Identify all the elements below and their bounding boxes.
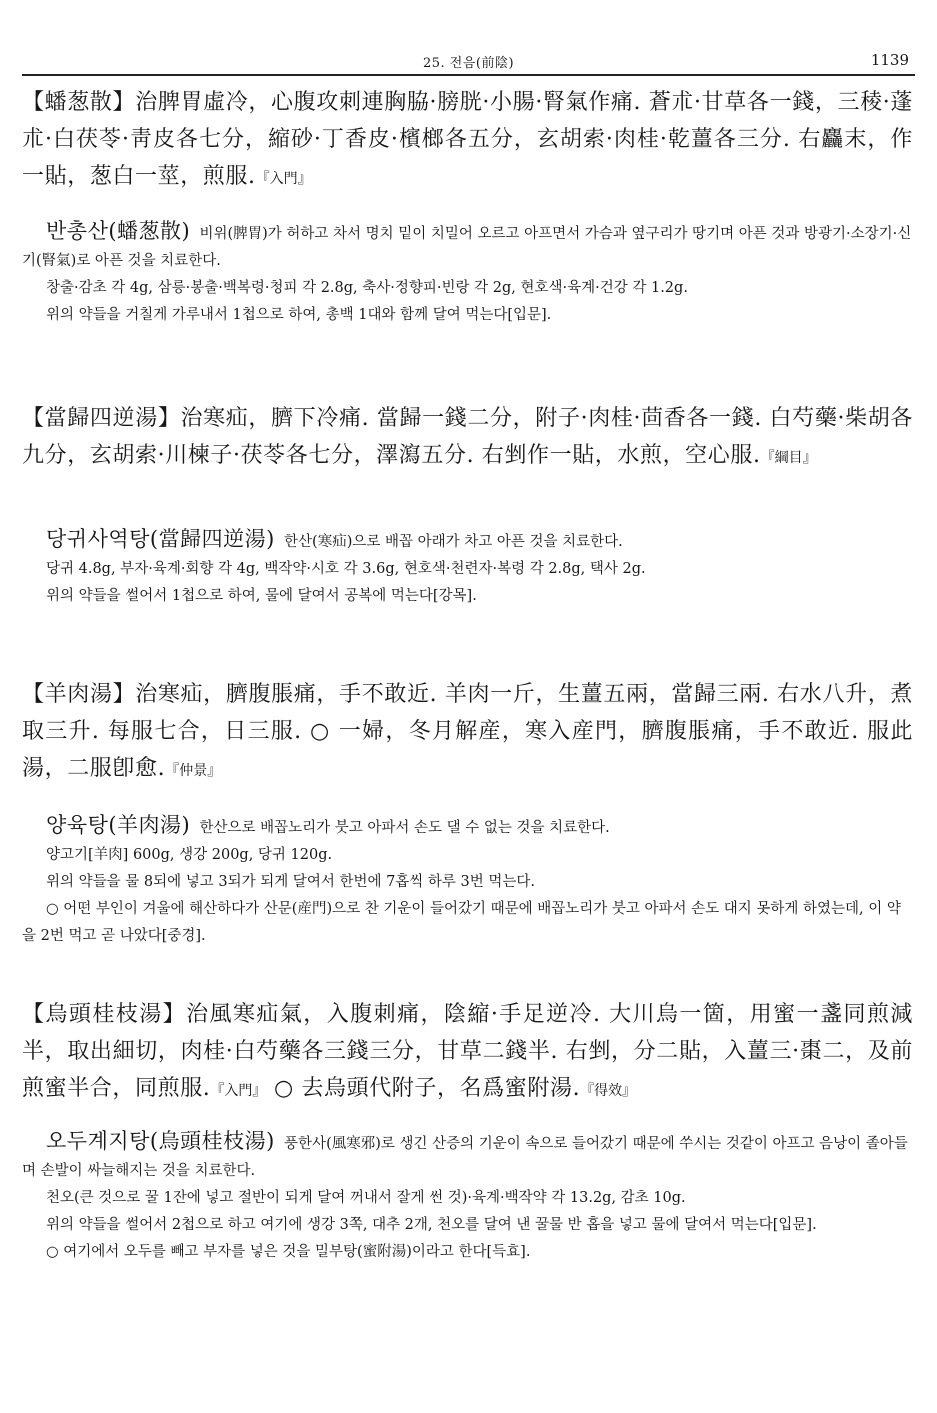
prescription-title: 당귀사역탕(當歸四逆湯) [46, 527, 275, 551]
prescription-description: 한산으로 배꼽노리가 붓고 아파서 손도 댈 수 없는 것을 치료한다. [199, 820, 610, 836]
prescription-title: 반총산(蟠葱散) [46, 219, 191, 243]
classical-text: 【烏頭桂枝湯】治風寒疝氣，入腹刺痛，陰縮·手足逆冷. 大川烏一箇，用蜜一盞同煎減半，取出細切，肉桂·白芍藥各三錢三分，甘草二錢半. 右剉，分二貼，入薑三·棗二，及前煎蜜半合，同煎服. [22, 1002, 913, 1101]
classical-source: 『入門』 [255, 171, 312, 187]
classical-text-block [22, 400, 913, 477]
classical-text-variant: ○ 去烏頭代附子，名爲蜜附湯. [274, 1076, 581, 1101]
preparation-method: 위의 약들을 썰어서 1첩으로 하여, 물에 달여서 공복에 먹는다[강목]. [46, 588, 477, 604]
ingredient-list: 당귀 4.8g, 부자·육계·회향 각 4g, 백작약·시호 각 3.6g, 현호색·천련자·복령 각 2.8g, 택사 2g. [46, 561, 646, 577]
ingredient-list: 양고기[羊肉] 600g, 생강 200g, 당귀 120g. [46, 847, 333, 863]
classical-text-block [22, 996, 913, 1110]
running-header [22, 50, 915, 76]
preparation-method: 위의 약들을 거칠게 가루내서 1첩으로 하여, 총백 1대와 함께 달여 먹는다[입문]. [46, 307, 552, 323]
prescription-description: 한산(寒疝)으로 배꼽 아래가 차고 아픈 것을 치료한다. [284, 534, 623, 550]
page-number: 1139 [870, 51, 909, 69]
ingredient-list: 천오(큰 것으로 꿀 1잔에 넣고 절반이 되게 달여 꺼내서 잘게 썬 것)·육계·백작약 각 13.2g, 감초 10g. [46, 1190, 686, 1206]
classical-source: 『入門』 [210, 1083, 267, 1099]
korean-translation [22, 812, 913, 950]
prescription-title: 양육탕(羊肉湯) [46, 813, 191, 837]
preparation-method: 위의 약들을 물 8되에 넣고 3되가 되게 달여서 한번에 7홉씩 하루 3번 먹는다. [46, 874, 536, 890]
section-title: 25. 전음(前陰) [422, 56, 515, 71]
clinical-note: ○ 어떤 부인이 겨울에 해산하다가 산문(産門)으로 찬 기운이 들어갔기 때문에 배꼽노리가 붓고 아파서 손도 대지 못하게 하였는데, 이 약을 2번 먹고 곧 나았다[중경]. [22, 901, 901, 944]
classical-source: 『得效』 [580, 1083, 637, 1099]
prescription-description: 비위(脾胃)가 허하고 차서 명치 밑이 치밀어 오르고 아프면서 가슴과 옆구리가 땅기며 아픈 것과 방광기·소장기·신기(腎氣)로 아픈 것을 치료한다. [22, 226, 912, 269]
korean-translation [22, 218, 913, 329]
korean-translation [22, 526, 913, 610]
classical-text: 【當歸四逆湯】治寒疝，臍下冷痛. 當歸一錢二分，附子·肉桂·茴香各一錢. 白芍藥·柴胡各九分，玄胡索·川楝子·茯苓各七分，澤瀉五分. 右剉作一貼，水煎，空心服. [22, 406, 913, 468]
classical-source: 『仲景』 [165, 763, 222, 779]
classical-source: 『綱目』 [760, 450, 817, 466]
classical-text-block [22, 676, 913, 790]
ingredient-list: 창출·감초 각 4g, 삼릉·봉출·백복령·청피 각 2.8g, 축사·정향피·빈랑 각 2g, 현호색·육계·건강 각 1.2g. [46, 280, 688, 296]
classical-text: 【羊肉湯】治寒疝，臍腹脹痛，手不敢近. 羊肉一斤，生薑五兩，當歸三兩. 右水八升，煮取三升. 每服七合，日三服. ○ 一婦，冬月解産，寒入産門，臍腹脹痛，手不敢近. 服此湯，二服卽愈. [22, 682, 913, 781]
preparation-method: 위의 약들을 썰어서 2첩으로 하고 여기에 생강 3쪽, 대추 2개, 천오를 달여 낸 꿀물 반 홉을 넣고 물에 달여서 먹는다[입문]. [46, 1217, 817, 1233]
prescription-title: 오두계지탕(烏頭桂枝湯) [46, 1129, 275, 1153]
prescription-description: 풍한사(風寒邪)로 생긴 산증의 기운이 속으로 들어갔기 때문에 쑤시는 것같이 아프고 음낭이 졸아들며 손발이 싸늘해지는 것을 치료한다. [22, 1136, 908, 1179]
clinical-note: ○ 여기에서 오두를 빼고 부자를 넣은 것을 밀부탕(蜜附湯)이라고 한다[득효]. [46, 1244, 531, 1260]
korean-translation [22, 1128, 913, 1266]
classical-text-block [22, 84, 913, 198]
classical-text: 【蟠葱散】治脾胃虛冷，心腹攻刺連胸脇·膀胱·小腸·腎氣作痛. 蒼朮·甘草各一錢，三稜·蓬朮·白茯苓·靑皮各七分，縮砂·丁香皮·檳榔各五分，玄胡索·肉桂·乾薑各三分. 右麤末，作一貼，葱白一莖，煎服. [22, 90, 913, 189]
